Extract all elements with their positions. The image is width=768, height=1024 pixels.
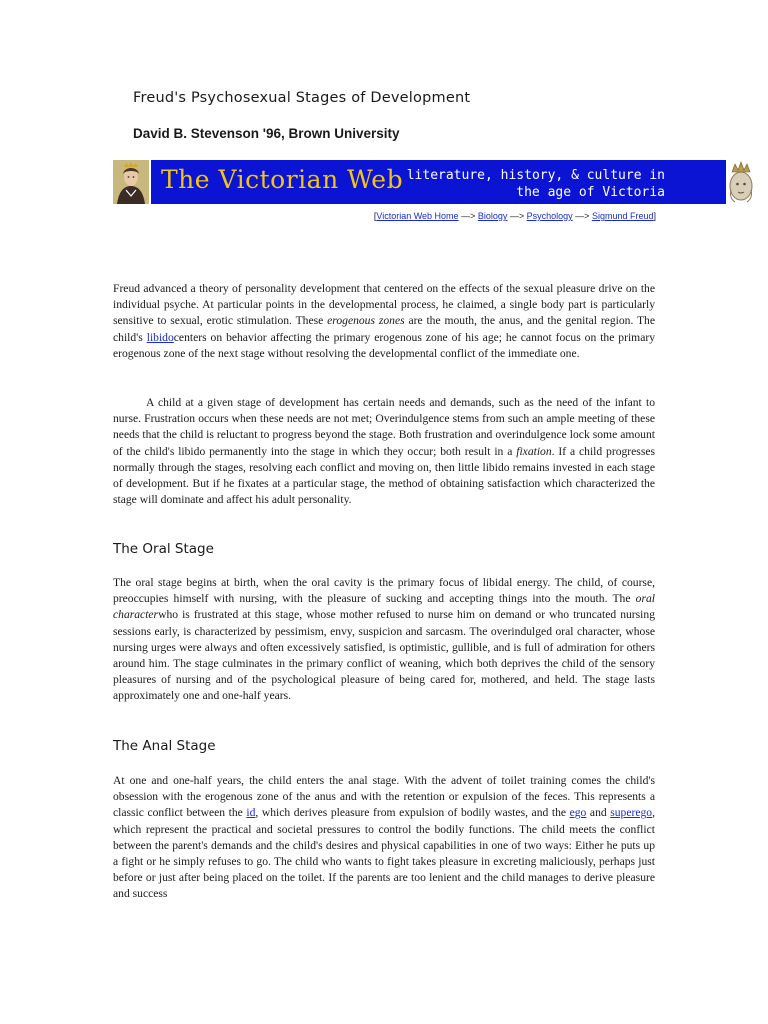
breadcrumb-open-bracket: [ [373, 211, 377, 221]
ego-link[interactable]: ego [569, 806, 587, 820]
breadcrumb-link-sigmund-freud[interactable]: Sigmund Freud [591, 211, 654, 221]
banner-title-bar [151, 160, 751, 204]
paragraph-text: A child at a given stage of development has certain needs and demands, such as the need of the infant to nurse. Frustration occurs when these needs are not met; Overindulgence stems from such an ample meeting of these needs that the child is reluctant to progress beyond the stage. Both frustration and overindulgence lock some amount of the child's libido permanently into the stage in which they occur; both result in a [113, 396, 655, 458]
breadcrumb-separator: —> [572, 211, 592, 221]
queen-victoria-portrait-icon [113, 160, 149, 204]
paragraph-text: . If a child progresses normally through the stages, resolving each conflict and moving on, then little libido remains invested in each stage of development. But if he fixates at a particular stage, the method of obtaining satisfaction which characterized the stage will dominate and affect his adult personality. [113, 444, 655, 507]
author-line: David B. Stevenson '96, Brown University [133, 126, 400, 141]
emphasis-text: erogenous zones [327, 314, 405, 328]
crowned-head-seal-icon [726, 160, 756, 206]
id-link[interactable]: id [246, 806, 256, 820]
paragraph-text: , which represent the practical and societal pressures to control the bodily functions. The child meets the conflict between the parent's demands and the child's desires and physical capabilities in one of two ways: Either he puts up a fight or he simply refuses to go. The child who wants to fight takes pleasure in excreting maliciously, perhaps just before or just after being placed on the toilet. If the parents are too lenient and the child manages to derive pleasure and success [113, 806, 655, 901]
page-title: Freud's Psychosexual Stages of Development [133, 90, 471, 106]
emphasis-text: fixation [516, 444, 552, 458]
breadcrumb-separator: —> [507, 211, 527, 221]
banner-tagline-line-2: the age of Victoria [516, 185, 665, 200]
libido-link[interactable]: libido [146, 330, 174, 344]
anal-stage-heading: The Anal Stage [113, 738, 216, 754]
paragraph-text: are the mouth, the anus, and the genital region. The child's [113, 314, 656, 344]
breadcrumb-close-bracket: ] [653, 211, 656, 221]
breadcrumb-link-psychology[interactable]: Psychology [526, 211, 573, 221]
oral-stage-paragraph [113, 575, 655, 705]
paragraph-text: centers on behavior affecting the primary erogenous zone of his age; he cannot focus on the primary erogenous zone of the next stage without resolving the developmental conflict of the immediate one. [113, 330, 655, 360]
breadcrumb-link-biology[interactable]: Biology [477, 211, 508, 221]
oral-stage-heading: The Oral Stage [113, 541, 214, 557]
paragraph-text: , which derives pleasure from expulsion of bodily wastes, and the [255, 806, 570, 820]
superego-link[interactable]: superego [610, 806, 653, 820]
intro-paragraph [113, 281, 655, 362]
paragraph-text: At one and one-half years, the child enters the anal stage. With the advent of toilet training comes the child's obsession with the erogenous zone of the anus and with the retention or expulsion of the feces. This represents a classic conflict between the [113, 774, 655, 820]
paragraph-text: who is frustrated at this stage, whose mother refused to nurse him on demand or who truncated nursing sessions early, is characterized by pessimism, envy, suspicion and sarcasm. The overindulged oral character, whose nursing urges were always and often excessively satisfied, is optimistic, gullible, and is full of admiration for others around him. The stage culminates in the primary conflict of weaning, which both deprives the child of the sensory pleasures of nursing and of the psychological pleasure of being cared for, mothered, and held. The stage lasts approximately one and one-half years. [113, 608, 655, 703]
breadcrumb-separator: —> [458, 211, 478, 221]
banner-tagline [407, 167, 665, 201]
paragraph-text: Freud advanced a theory of personality development that centered on the effects of the sexual pleasure drive on the individual psyche. At particular points in the developmental process, he claimed, a single body part is particularly sensitive to sexual, erotic stimulation. These [113, 282, 655, 328]
paragraph-text: and [586, 806, 611, 820]
banner-tagline-line-1: literature, history, & culture in [406, 168, 665, 183]
fixation-paragraph [113, 395, 655, 508]
banner-wordmark: The Victorian Web [161, 165, 404, 194]
paragraph-text: The oral stage begins at birth, when the oral cavity is the primary focus of libidal energy. The child, of course, preoccupies himself with nursing, with the pleasure of sucking and accepting things into the mouth. The [113, 576, 655, 606]
anal-stage-paragraph [113, 773, 655, 903]
victorian-web-banner[interactable] [113, 160, 665, 204]
emphasis-text: oral character [113, 592, 655, 622]
breadcrumb-link-home[interactable]: Victorian Web Home [376, 211, 459, 221]
breadcrumb [374, 211, 656, 221]
